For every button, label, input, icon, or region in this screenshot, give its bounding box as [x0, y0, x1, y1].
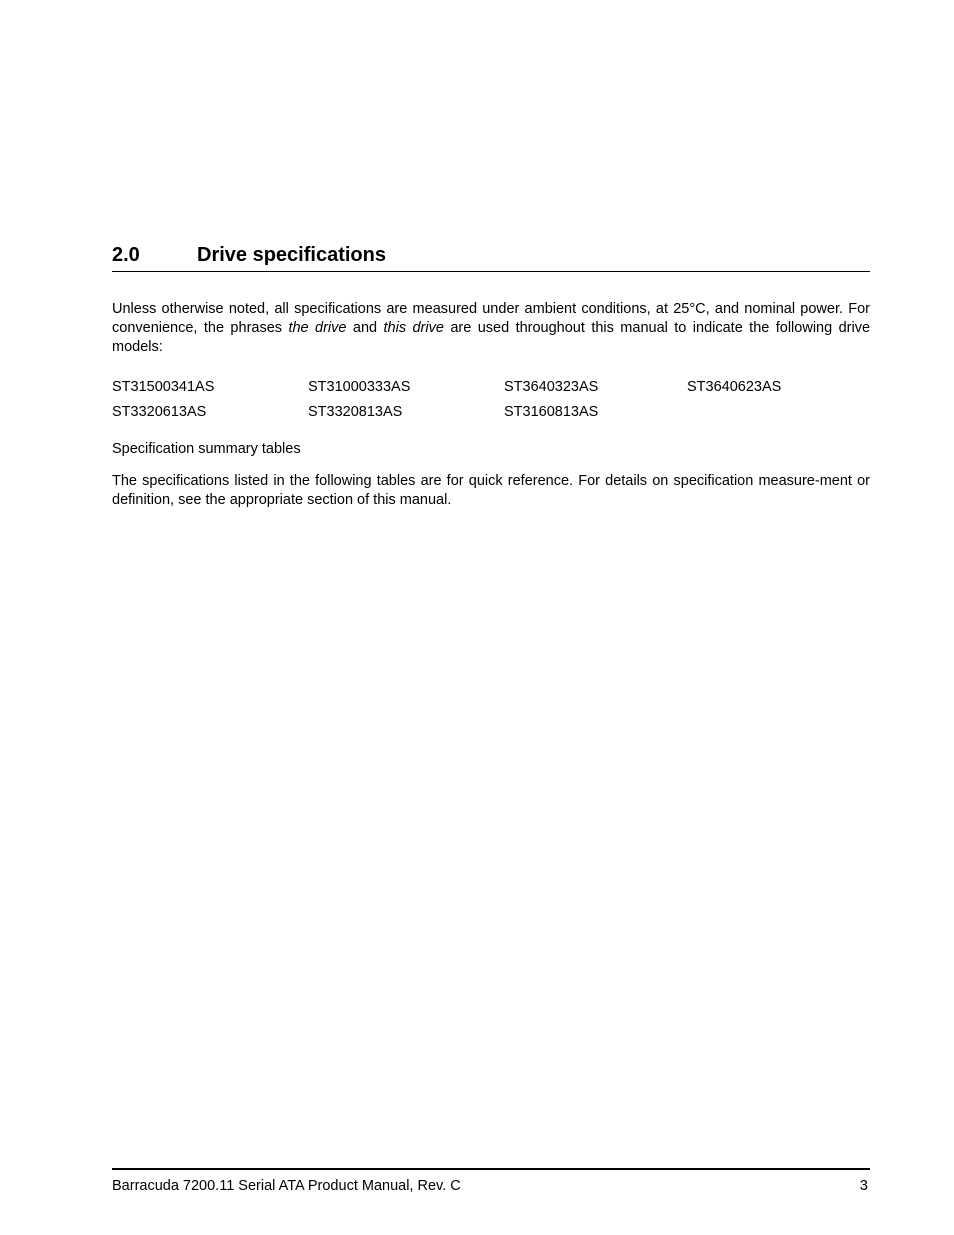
footer-document-title: Barracuda 7200.11 Serial ATA Product Manual, Rev. C: [112, 1178, 461, 1194]
model-name: ST3640323AS: [504, 379, 599, 395]
section-heading: [112, 241, 870, 272]
model-row: [112, 403, 870, 428]
details-paragraph: The specifications listed in the following tables are for quick reference. For details on specification measure-ment or definition, see the appropriate section of this manual.: [112, 473, 870, 508]
intro-paragraph: [112, 300, 870, 357]
model-name: ST3320813AS: [308, 404, 403, 420]
footer-page-number: 3: [859, 1178, 868, 1194]
intro-text-3: are used throughout this manual to indicate the following drive models:: [112, 320, 871, 355]
section-title: Drive specifications: [197, 244, 386, 266]
model-row: [112, 378, 870, 403]
intro-text-2: and: [346, 320, 384, 336]
model-name: ST31500341AS: [112, 379, 215, 395]
drive-models-list: [112, 378, 870, 428]
model-name: ST3320613AS: [112, 404, 207, 420]
intro-italic-the-drive: the drive: [288, 320, 347, 336]
model-name: ST31000333AS: [308, 379, 411, 395]
model-name: ST3640623AS: [687, 379, 782, 395]
page-footer: [112, 1168, 870, 1196]
intro-text-1: Unless otherwise noted, all specifications are measured under ambient conditions, at 25°C, and nominal power. For convenience, the phrases: [112, 301, 870, 336]
section-number: 2.0: [112, 244, 140, 266]
summary-tables-subheading: Specification summary tables: [112, 441, 301, 457]
intro-italic-this-drive: this drive: [383, 320, 444, 336]
model-name: ST3160813AS: [504, 404, 599, 420]
